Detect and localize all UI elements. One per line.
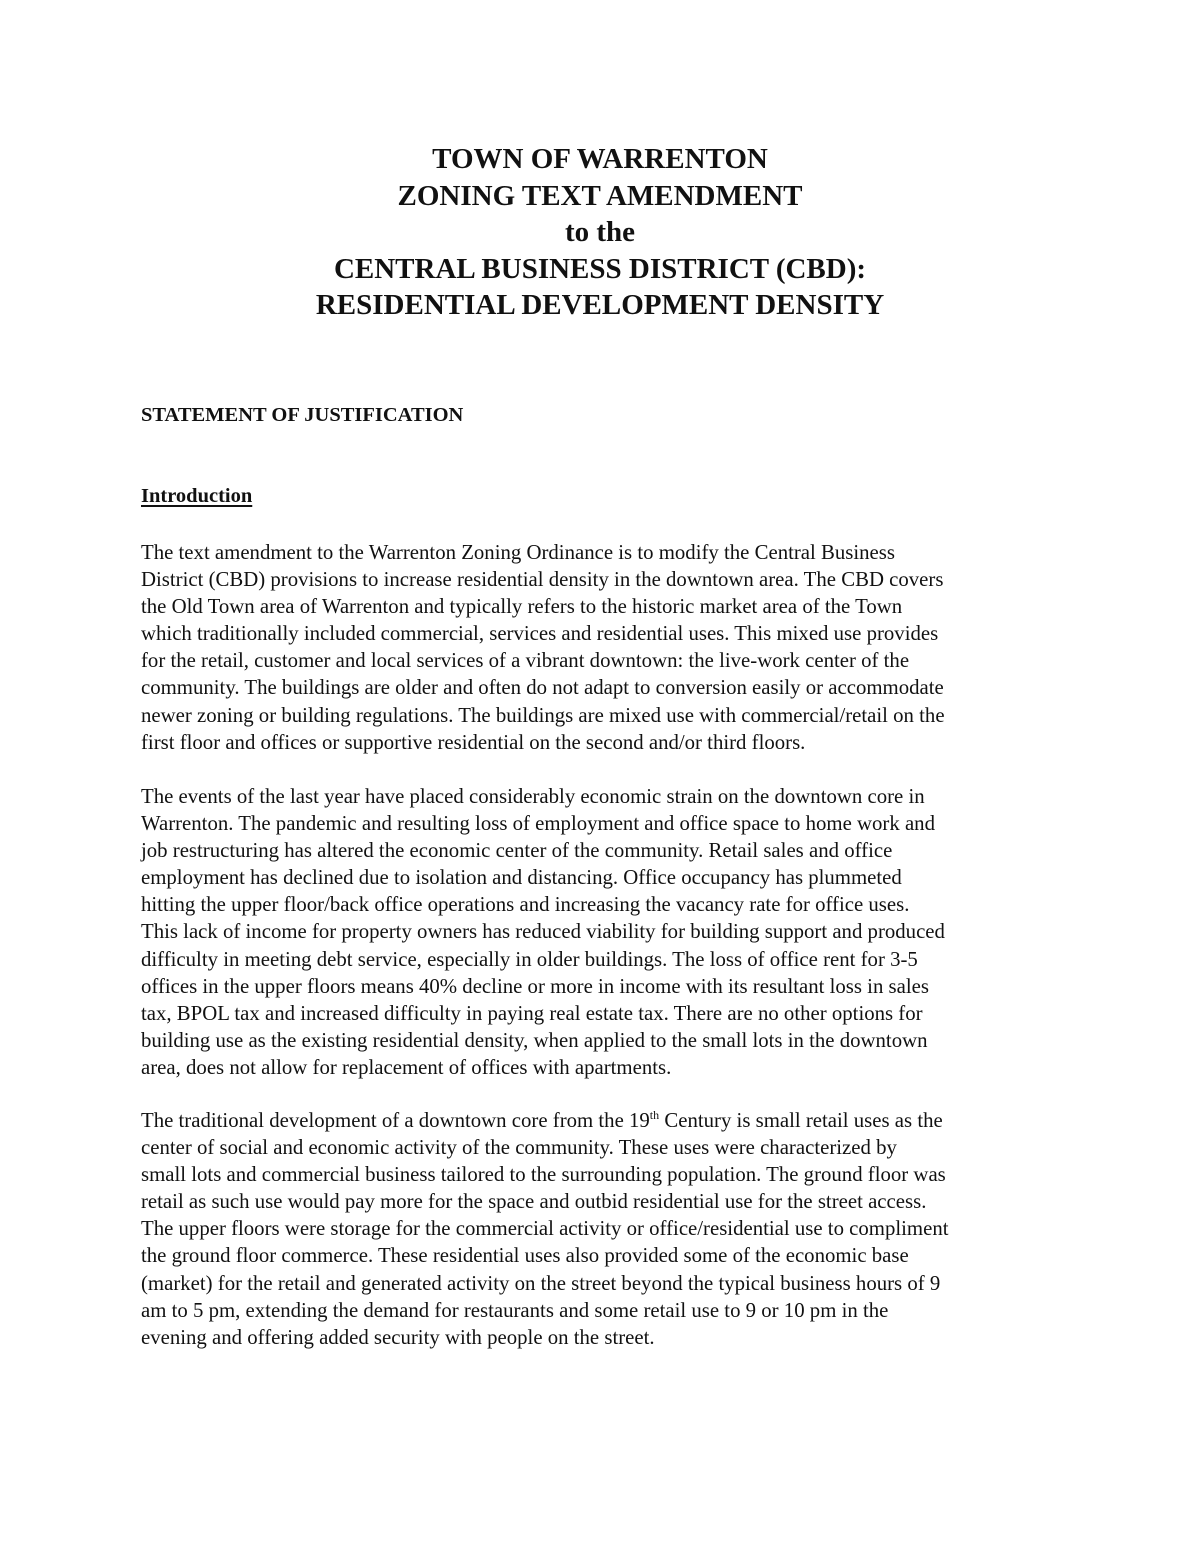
paragraph-line: This lack of income for property owners has reduced viability for building support and produced [141,920,945,944]
paragraph-line: The events of the last year have placed considerably economic strain on the downtown core in [141,785,925,808]
title-line: CENTRAL BUSINESS DISTRICT (CBD): [333,252,867,285]
paragraph-line [141,1107,1071,1134]
document-title [0,141,1200,324]
paragraph-line: District (CBD) provisions to increase residential density in the downtown area. The CBD covers [141,568,944,592]
paragraph-line: center of social and economic activity of the community. These uses were characterized by [141,1136,897,1160]
paragraph-line: the Old Town area of Warrenton and typically refers to the historic market area of the Town [141,595,903,619]
paragraph [141,783,1071,1081]
paragraph-line: newer zoning or building regulations. The buildings are mixed use with commercial/retail on the [141,703,945,727]
paragraph-line: employment has declined due to isolation and distancing. Office occupancy has plummeted [141,866,902,890]
title-line: TOWN OF WARRENTON [432,143,768,175]
paragraph-line: The upper floors were storage for the commercial activity or office/residential use to compliment [141,1217,949,1241]
line-text: The traditional development of a downtown core from the 19 [141,1109,650,1132]
paragraph-line: evening and offering added security with people on the street. [141,1325,655,1349]
paragraph-line: Warrenton. The pandemic and resulting loss of employment and office space to home work and [141,812,935,836]
paragraph-line: retail as such use would pay more for the space and outbid residential use for the street access. [141,1190,927,1214]
title-line: RESIDENTIAL DEVELOPMENT DENSITY [315,289,885,321]
paragraph-line: difficulty in meeting debt service, especially in older buildings. The loss of office rent for 3-5 [141,947,918,971]
paragraph-line: tax, BPOL tax and increased difficulty in paying real estate tax. There are no other options for [141,1001,923,1025]
paragraph [141,539,1071,756]
subsection-heading: Introduction [141,485,253,507]
title-line: to the [564,216,636,248]
paragraph-line: small lots and commercial business tailored to the surrounding population. The ground floor was [141,1163,946,1187]
paragraph-line: am to 5 pm, extending the demand for restaurants and some retail use to 9 or 10 pm in the [141,1298,889,1322]
paragraph-line: first floor and offices or supportive residential on the second and/or third floors. [141,730,806,754]
paragraph-line: area, does not allow for replacement of offices with apartments. [141,1055,672,1079]
paragraph-line: offices in the upper floors means 40% decline or more in income with its resultant loss in sales [141,974,929,998]
section-heading: STATEMENT OF JUSTIFICATION [141,404,464,426]
paragraph-line: the ground floor commerce. These residential uses also provided some of the economic base [141,1244,909,1268]
paragraph-line: The text amendment to the Warrenton Zoning Ordinance is to modify the Central Business [141,541,895,564]
paragraph-line: (market) for the retail and generated activity on the street beyond the typical business hours of 9 [141,1271,941,1295]
ordinal-superscript: th [649,1108,660,1122]
line-text: Century is small retail uses as the [659,1109,943,1132]
paragraph-line: job restructuring has altered the economic center of the community. Retail sales and office [141,839,893,863]
paragraph-line: hitting the upper floor/back office operations and increasing the vacancy rate for office uses. [141,893,910,917]
paragraph-line: for the retail, customer and local services of a vibrant downtown: the live-work center of the [141,649,910,673]
paragraph-line: building use as the existing residential density, when applied to the small lots in the downtown [141,1028,928,1052]
title-line: ZONING TEXT AMENDMENT [397,179,803,212]
paragraph-line: which traditionally included commercial, services and residential uses. This mixed use provides [141,622,939,646]
paragraph [141,1107,1071,1351]
paragraph-line: community. The buildings are older and often do not adapt to conversion easily or accommodate [141,676,944,700]
